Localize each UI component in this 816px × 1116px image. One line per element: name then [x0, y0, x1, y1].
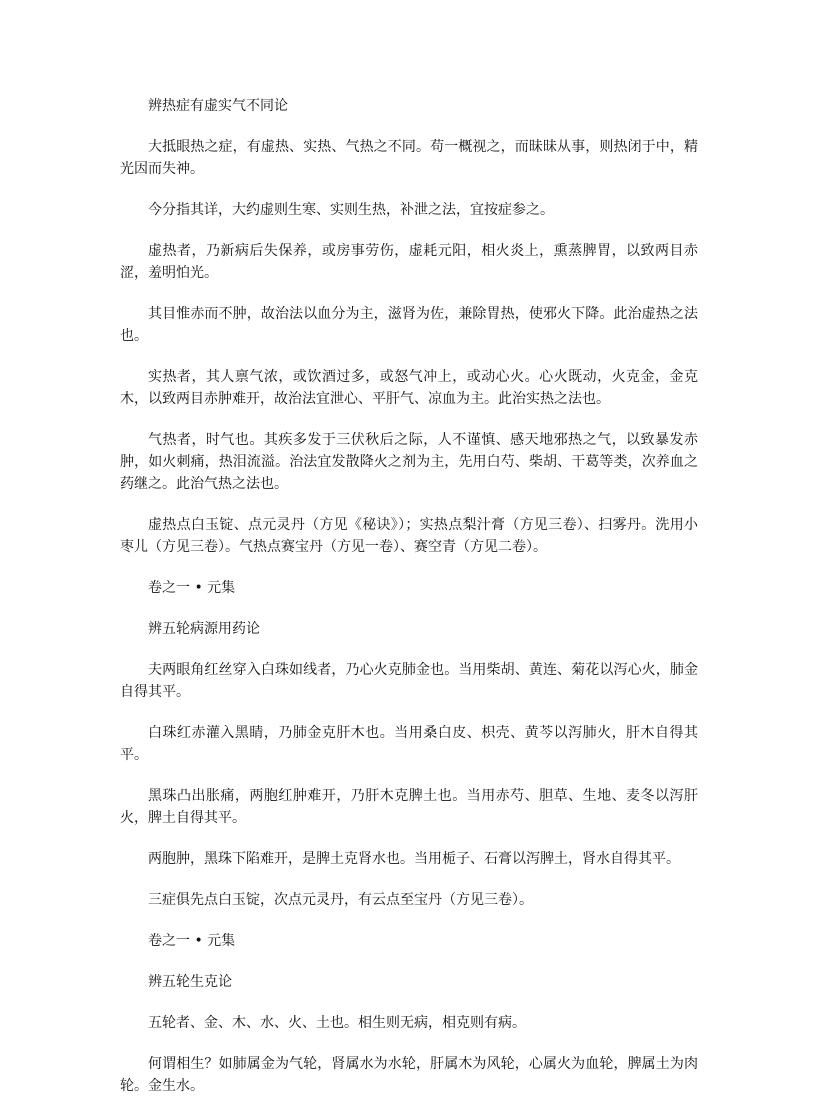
- paragraph: 两胞肿，黑珠下陷难开，是脾土克肾水也。当用栀子、石膏以泻脾土，肾水自得其平。: [148, 851, 680, 867]
- section-heading-heat-syndromes: 辨热症有虚实气不同论: [148, 98, 288, 114]
- paragraph: 大抵眼热之症，有虚热、实热、气热之不同。苟一概视之，而昧昧从事，则热闭于中，精光因而失神。: [120, 139, 698, 177]
- paragraph: 虚热者，乃新病后失保养，或房事劳伤，虚耗元阳，相火炎上，熏蒸脾胃，以致两目赤涩，羞明怕光。: [120, 243, 698, 281]
- paragraph: 实热者，其人禀气浓，或饮酒过多，或怒气冲上，或动心火。心火既动，火克金，金克木，以致两目赤肿难开，故治法宜泄心、平肝气、凉血为主。此治实热之法也。: [120, 369, 698, 407]
- volume-heading: 卷之一 • 元集: [148, 933, 236, 949]
- document-page: [120, 95, 698, 1116]
- paragraph: 何谓相生？如肺属金为气轮，肾属水为水轮，肝属木为风轮，心属火为血轮，脾属土为肉轮。金生水。: [120, 1056, 698, 1094]
- paragraph: 五轮者、金、木、水、火、土也。相生则无病，相克则有病。: [148, 1015, 526, 1031]
- paragraph: 其目惟赤而不肿，故治法以血分为主，滋肾为佐，兼除胃热，使邪火下降。此治虚热之法也。: [120, 306, 698, 344]
- paragraph: 今分指其详，大约虚则生寒、实则生热，补泄之法，宜按症参之。: [148, 202, 554, 218]
- paragraph: 虚热点白玉锭、点元灵丹（方见《秘诀》）；实热点梨汁膏（方见三卷）、扫雾丹。洗用小枣儿（方见三卷）。气热点赛宝丹（方见一卷）、赛空青（方见二卷）。: [120, 517, 698, 555]
- paragraph: 白珠红赤灌入黑睛，乃肺金克肝木也。当用桑白皮、枳壳、黄芩以泻肺火，肝木自得其平。: [120, 725, 698, 763]
- paragraph: 三症俱先点白玉锭，次点元灵丹，有云点至宝丹（方见三卷）。: [148, 892, 533, 908]
- paragraph: 夫两眼角红丝穿入白珠如线者，乃心火克肺金也。当用柴胡、黄连、菊花以泻心火，肺金自得其平。: [120, 662, 698, 700]
- section-heading-five-wheels-medication: 辨五轮病源用药论: [148, 621, 260, 637]
- volume-heading: 卷之一 • 元集: [148, 580, 236, 596]
- paragraph: 黑珠凸出胀痛，两胞红肿难开，乃肝木克脾土也。当用赤芍、胆草、生地、麦冬以泻肝火，脾土自得其平。: [120, 788, 698, 826]
- section-heading-five-wheels-generation: 辨五轮生克论: [148, 974, 232, 990]
- paragraph: 气热者，时气也。其疾多发于三伏秋后之际，人不谨慎、感天地邪热之气，以致暴发赤肿，如火刺痛，热泪流溢。治法宜发散降火之剂为主，先用白芍、柴胡、干葛等类，次养血之药继之。此治气热之法也。: [120, 432, 698, 492]
